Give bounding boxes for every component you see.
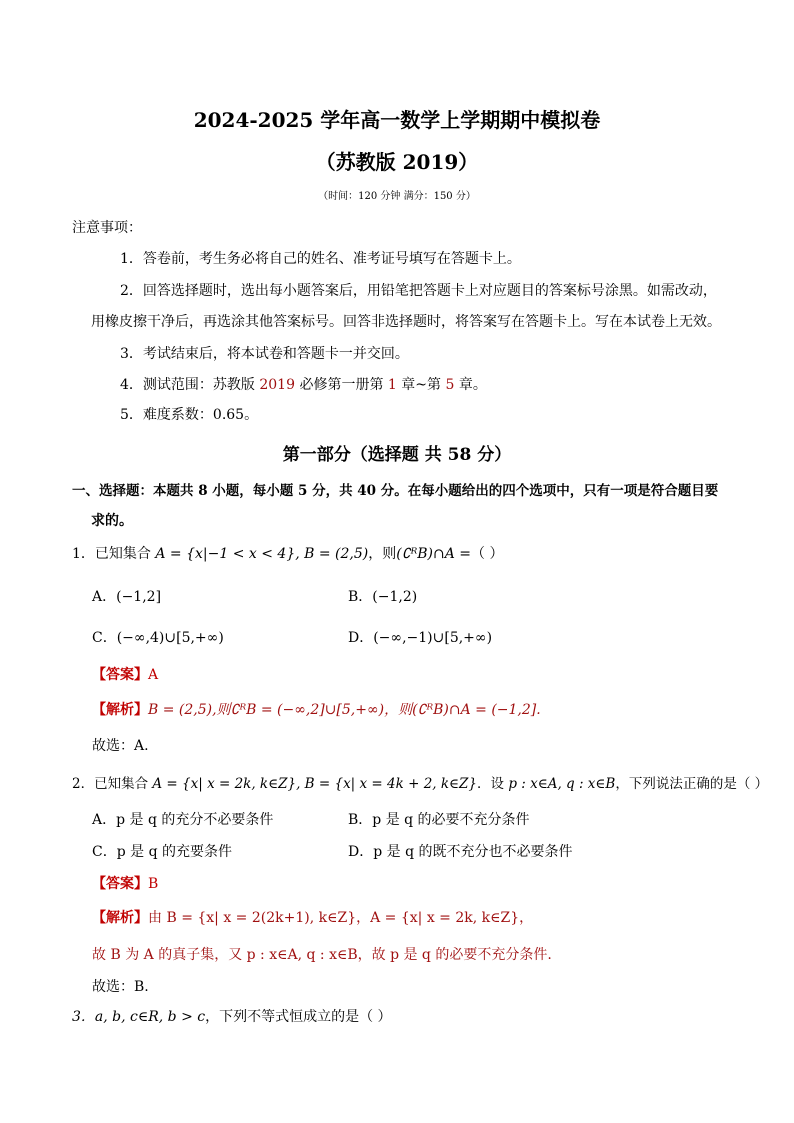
q2-stem-text2: ．设 (477, 776, 509, 792)
q1-option-c: C．(−∞,4)∪[5,+∞) (92, 630, 224, 646)
q2-option-b: B．p 是 q 的必要不充分条件 (348, 812, 530, 828)
note-1: 1．答卷前，考生务必将自己的姓名、准考证号填写在答题卡上。 (120, 251, 521, 267)
q3-stem-text: ，下列不等式恒成立的是（ ） (205, 1009, 392, 1025)
section-intro-a: 一、选择题：本题共 8 小题，每小题 5 分，共 40 分。在每小题给出的四个选项中，只有一项是符合题目要 (72, 483, 719, 499)
q1-analysis-tag: 【解析】 (92, 702, 148, 718)
note-4-text3: 章~第 (396, 377, 446, 393)
q2-stem-text3: ，下列说法正确的是（ ） (615, 776, 769, 792)
q1-stem-math2: (∁ᴿB)∩A = (396, 546, 472, 562)
q1-option-b: B．(−1,2) (348, 589, 418, 605)
note-5: 5．难度系数：0.65。 (120, 407, 259, 423)
q2-stem-math2: p : x∈A, q : x∈B (508, 776, 616, 792)
note-4 (120, 374, 487, 394)
q2-answer (92, 873, 158, 893)
q2-analysis-tag: 【解析】 (92, 910, 148, 926)
q2-stem-math: A = {x| x = 2k, k∈Z}, B = {x| x = 4k + 2, k∈Z} (152, 776, 478, 792)
q1-option-d: D．(−∞,−1)∪[5,+∞) (348, 630, 493, 646)
section-intro-b: 求的。 (91, 513, 133, 529)
note-3: 3．考试结束后，将本试卷和答题卡一并交回。 (120, 346, 409, 362)
q2-option-c: C．p 是 q 的充要条件 (92, 844, 232, 860)
q1-stem-text2: ，则 (368, 546, 397, 562)
q2-analysis (92, 907, 533, 927)
note-4-text: 4．测试范围：苏教版 (120, 377, 260, 393)
q2-option-d: D．p 是 q 的既不充分也不必要条件 (348, 844, 573, 860)
q2-stem (72, 772, 768, 792)
page-subtitle: （苏教版 2019） (315, 150, 479, 174)
note-4-chapter-start: 1 (387, 377, 397, 393)
q2-answer-value: B (148, 876, 159, 892)
q1-answer (92, 664, 158, 684)
q1-answer-value: A (148, 667, 159, 683)
note-2b: 用橡皮擦干净后，再选涂其他答案标号。回答非选择题时，将答案写在答题卡上。写在本试卷上无效。 (91, 314, 721, 330)
q2-stem-text: 2．已知集合 (72, 776, 153, 792)
note-4-chapter-end: 5 (445, 377, 455, 393)
q2-choose: 故选：B. (92, 979, 149, 995)
section-title: 第一部分（选择题 共 58 分） (282, 445, 512, 465)
note-2a: 2．回答选择题时，选出每小题答案后，用铅笔把答题卡上对应题目的答案标号涂黑。如需改动， (120, 283, 717, 299)
time-info: （时间：120 分钟 满分：150 分） (318, 191, 476, 202)
q1-stem-math: A = {x|−1 < x < 4}, B = (2,5) (155, 546, 369, 562)
page-title: 2024-2025 学年高一数学上学期期中模拟卷 (193, 108, 601, 132)
q1-analysis (92, 699, 541, 719)
notes-heading: 注意事项： (72, 220, 142, 236)
note-4-year: 2019 (259, 377, 295, 393)
q1-option-a: A．(−1,2] (92, 589, 162, 605)
q1-stem-text: 1．已知集合 (72, 546, 156, 562)
q2-answer-tag: 【答案】 (92, 876, 148, 892)
q1-answer-tag: 【答案】 (92, 667, 148, 683)
q2-option-a: A．p 是 q 的充分不必要条件 (92, 812, 274, 828)
q1-stem-blank: （ ） (471, 546, 504, 562)
q1-choose: 故选：A. (92, 738, 149, 754)
note-4-text4: 章。 (454, 377, 487, 393)
q3-stem (72, 1006, 392, 1026)
q1-analysis-text: B = (2,5),则∁ᴿB = (−∞,2]∪[5,+∞)，则(∁ᴿB)∩A = (−1,2]. (148, 702, 541, 718)
q1-stem (72, 543, 503, 563)
q2-analysis-text: 由 B = {x| x = 2(2k+1), k∈Z}，A = {x| x = 2k, k∈Z}， (148, 910, 534, 926)
note-4-text2: 必修第一册第 (295, 377, 388, 393)
q3-stem-math: 3．a, b, c∈R, b > c (72, 1009, 206, 1025)
q2-analysis-2: 故 B 为 A 的真子集，又 p : x∈A, q : x∈B，故 p 是 q 的必要不充分条件. (92, 947, 552, 963)
